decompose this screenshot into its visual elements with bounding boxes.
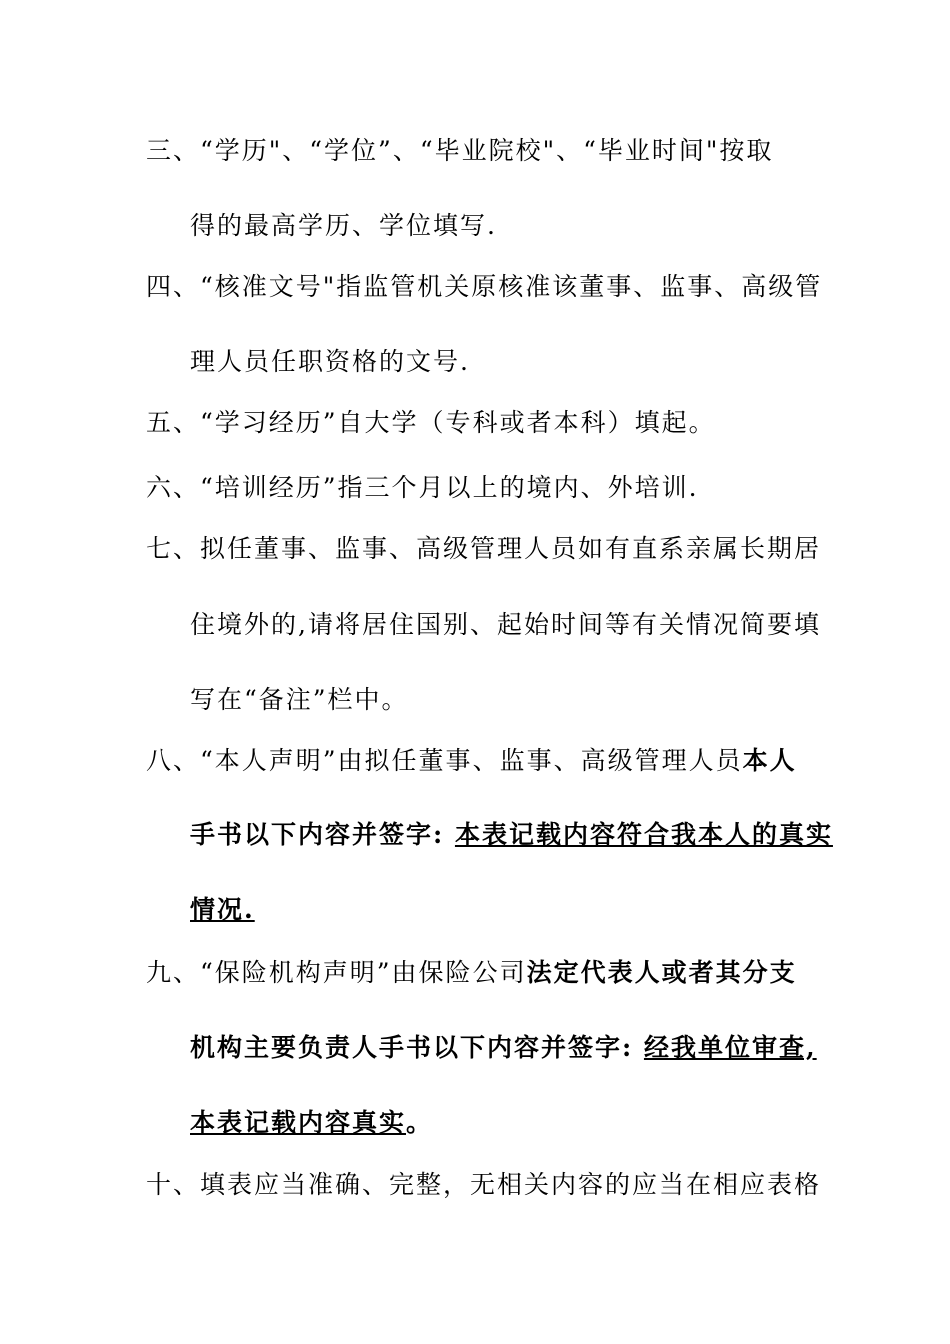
item-9-line-3-underlined: 本表记载内容真实	[190, 1108, 407, 1137]
item-8-line-1	[146, 746, 797, 776]
item-8-line-1-text: 八、“本人声明”由拟任董事、监事、高级管理人员	[146, 746, 743, 775]
item-9-line-1-text: 九、“保险机构声明”由保险公司	[146, 958, 527, 987]
item-9-line-3	[190, 1108, 433, 1138]
item-8-line-2	[190, 820, 833, 850]
item-8-line-3-underlined: 情况.	[190, 895, 255, 924]
item-10-line-1: 十、填表应当准确、完整，无相关内容的应当在相应表格	[146, 1170, 822, 1199]
item-3-line-2: 得的最高学历、学位填写.	[190, 211, 497, 240]
item-6-line-1: 六、“培训经历”指三个月以上的境内、外培训.	[146, 473, 699, 502]
item-4-line-2: 理人员任职资格的文号.	[190, 347, 470, 376]
item-8-line-1-bold: 本人	[742, 746, 797, 775]
item-8-line-2-underlined: 本表记载内容符合我本人的真实	[454, 820, 833, 849]
item-7-line-3: 写在“备注”栏中。	[190, 685, 409, 714]
item-9-line-3-end: 。	[406, 1108, 434, 1137]
item-7-line-1: 七、拟任董事、监事、高级管理人员如有直系亲属长期居	[146, 534, 822, 563]
item-9-line-1-bold: 法定代表人或者其分支	[526, 958, 797, 987]
item-3-line-1: 三、“学历"、“学位”、“毕业院校"、“毕业时间"按取	[146, 136, 774, 165]
item-9-line-2-bold: 机构主要负责人手书以下内容并签字:	[190, 1033, 644, 1062]
item-5-line-1: 五、“学习经历”自大学（专科或者本科）填起。	[146, 408, 716, 437]
item-9-line-2-underlined: 经我单位审查,	[643, 1033, 817, 1062]
item-9-line-2	[190, 1033, 817, 1063]
item-8-line-3	[190, 895, 255, 925]
item-9-line-1	[146, 958, 797, 988]
item-8-line-2-bold: 手书以下内容并签字:	[190, 820, 455, 849]
item-7-line-2: 住境外的,请将居住国别、起始时间等有关情况简要填	[190, 610, 821, 639]
item-4-line-1: 四、“核准文号"指监管机关原核准该董事、监事、高级管	[146, 272, 823, 301]
